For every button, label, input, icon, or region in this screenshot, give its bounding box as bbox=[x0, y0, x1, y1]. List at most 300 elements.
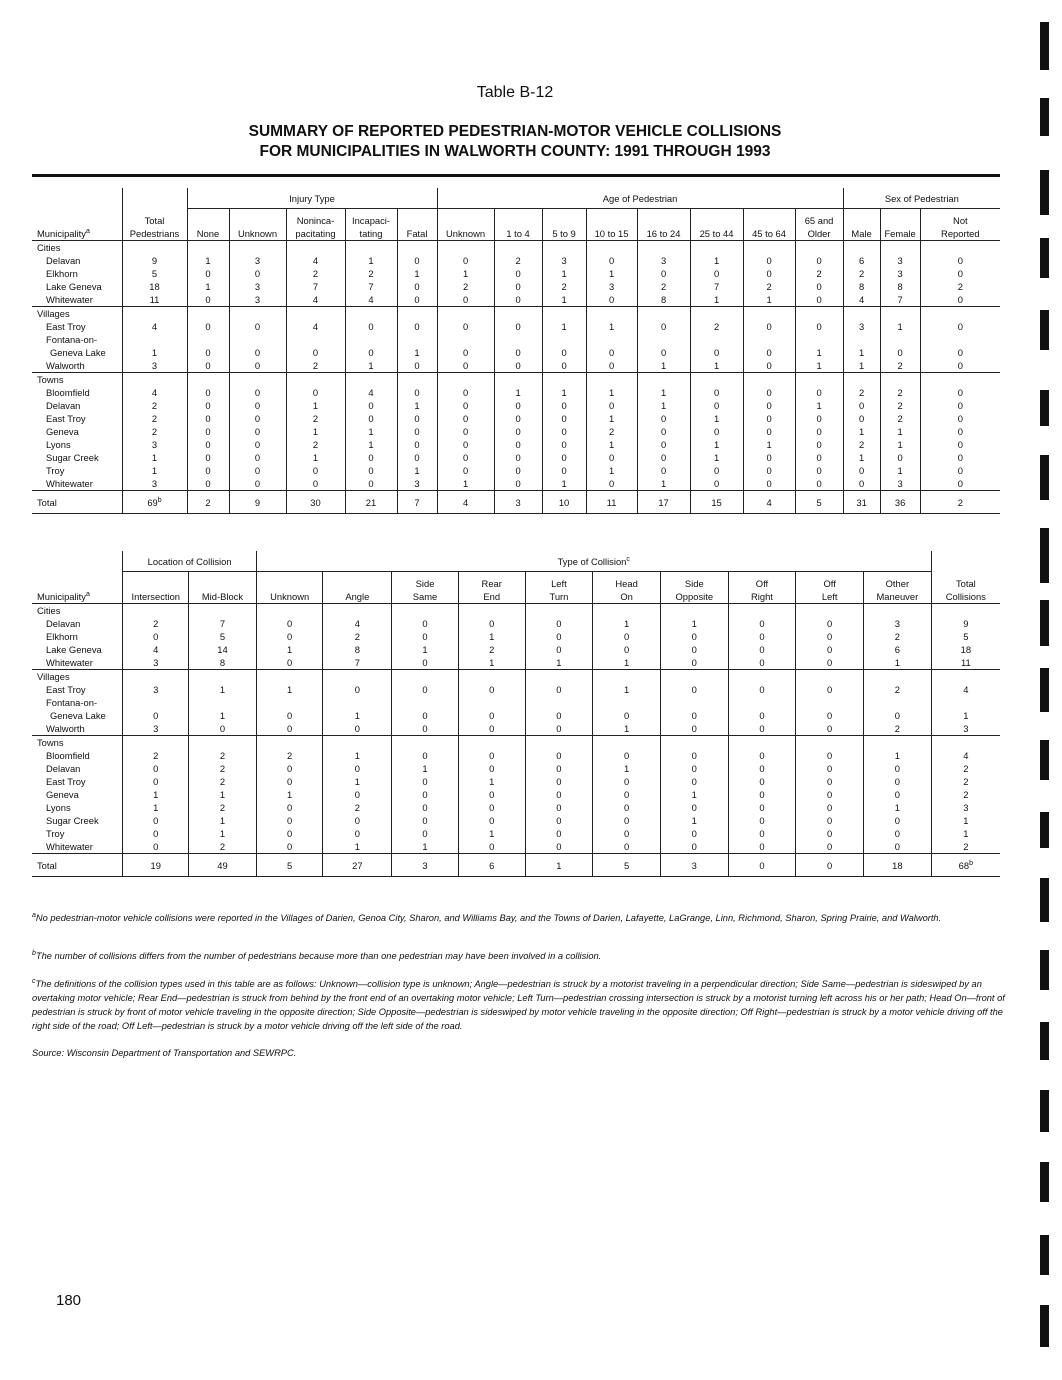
table-cell: 1 bbox=[586, 464, 637, 477]
source-note: Source: Wisconsin Department of Transportation and SEWRPC. bbox=[32, 1048, 297, 1058]
table-cell: 8 bbox=[843, 280, 880, 293]
table-row bbox=[32, 254, 1000, 267]
table-cell: 0 bbox=[690, 425, 743, 438]
table-cell: 3 bbox=[586, 280, 637, 293]
empty-cell bbox=[229, 241, 286, 255]
table-cell: 0 bbox=[494, 425, 542, 438]
col-angle: Angle bbox=[323, 572, 392, 604]
empty-cell bbox=[728, 696, 796, 709]
total-cell: 19 bbox=[123, 854, 189, 877]
table-cell: 1 bbox=[542, 320, 586, 333]
table-cell: 0 bbox=[187, 399, 229, 412]
empty-cell bbox=[397, 373, 437, 387]
table-cell: 18 bbox=[931, 643, 1000, 656]
scan-edge-mark bbox=[1040, 455, 1049, 500]
table-cell: 0 bbox=[187, 425, 229, 438]
table-cell: 0 bbox=[864, 762, 932, 775]
table-cell: 2 bbox=[931, 788, 1000, 801]
table-cell: 0 bbox=[660, 656, 728, 670]
total-cell: 9 bbox=[229, 491, 286, 514]
table-cell: 0 bbox=[437, 320, 494, 333]
total-label: Total bbox=[32, 491, 122, 514]
table-cell: 0 bbox=[660, 749, 728, 762]
table-cell: 0 bbox=[525, 788, 593, 801]
total-cell: 3 bbox=[494, 491, 542, 514]
empty-cell bbox=[593, 696, 661, 709]
table-cell: 0 bbox=[660, 762, 728, 775]
table-cell: 0 bbox=[796, 643, 864, 656]
table-cell: 2 bbox=[256, 749, 323, 762]
empty-cell bbox=[189, 604, 257, 618]
table-cell: 7 bbox=[880, 293, 920, 307]
table-cell: 0 bbox=[123, 775, 189, 788]
empty-cell bbox=[286, 373, 345, 387]
table-cell: 4 bbox=[931, 749, 1000, 762]
injury-type-header: Injury Type bbox=[187, 188, 437, 209]
table-cell: 0 bbox=[586, 346, 637, 359]
col-incapacitating: Incapaci- tating bbox=[345, 209, 397, 241]
table-cell: 0 bbox=[593, 788, 661, 801]
empty-cell bbox=[122, 241, 187, 255]
table-cell: 2 bbox=[843, 267, 880, 280]
col-nonincapacitating: Noninca- pacitating bbox=[286, 209, 345, 241]
table-cell: 3 bbox=[542, 254, 586, 267]
empty-cell bbox=[660, 696, 728, 709]
municipality-label: Sugar Creek bbox=[46, 452, 99, 463]
table-cell: 0 bbox=[458, 762, 525, 775]
sex-header: Sex of Pedestrian bbox=[843, 188, 1000, 209]
empty-cell bbox=[637, 241, 690, 255]
scan-edge-mark bbox=[1040, 170, 1049, 215]
table-cell: 2 bbox=[458, 643, 525, 656]
col-mid-block: Mid-Block bbox=[189, 572, 257, 604]
empty-cell bbox=[494, 333, 542, 346]
table-cell: 1 bbox=[458, 775, 525, 788]
table-cell: 0 bbox=[123, 827, 189, 840]
table-cell: 1 bbox=[189, 827, 257, 840]
table-cell: 0 bbox=[525, 722, 593, 736]
table-cell: 1 bbox=[660, 617, 728, 630]
municipality-label: Delavan bbox=[46, 618, 81, 629]
table-cell: 0 bbox=[397, 412, 437, 425]
table-cell: 1 bbox=[690, 451, 743, 464]
table-cell: 0 bbox=[920, 254, 1000, 267]
table-cell: 0 bbox=[690, 477, 743, 491]
col-not-reported: Not Reported bbox=[920, 209, 1000, 241]
empty-cell bbox=[345, 373, 397, 387]
section-row bbox=[32, 373, 1000, 387]
table-cell: 1 bbox=[494, 386, 542, 399]
table-cell: 0 bbox=[864, 775, 932, 788]
total-cell: 15 bbox=[690, 491, 743, 514]
table-cell: 0 bbox=[437, 451, 494, 464]
table-cell: 0 bbox=[637, 438, 690, 451]
col-left-turn: Left Turn bbox=[525, 572, 593, 604]
table-cell: 1 bbox=[586, 267, 637, 280]
table-cell: 0 bbox=[795, 438, 843, 451]
total-cell: 30 bbox=[286, 491, 345, 514]
scan-edge-mark bbox=[1040, 812, 1049, 848]
table-cell: 0 bbox=[796, 801, 864, 814]
col-total-pedestrians: Total Pedestrians bbox=[122, 209, 187, 241]
table-cell: 2 bbox=[122, 412, 187, 425]
empty-cell bbox=[323, 604, 392, 618]
table-cell: 7 bbox=[189, 617, 257, 630]
table-row bbox=[32, 749, 1000, 762]
table-cell: 0 bbox=[123, 630, 189, 643]
table-cell: 0 bbox=[397, 438, 437, 451]
section-label: Towns bbox=[32, 373, 122, 387]
table-cell: 0 bbox=[542, 346, 586, 359]
table-cell: 4 bbox=[286, 254, 345, 267]
table-cell: 1 bbox=[345, 254, 397, 267]
empty-cell bbox=[690, 241, 743, 255]
table-cell: 2 bbox=[843, 438, 880, 451]
table-cell: 0 bbox=[796, 656, 864, 670]
table-cell: 0 bbox=[525, 709, 593, 722]
table-cell: 2 bbox=[189, 749, 257, 762]
municipality-label: Geneva Lake bbox=[50, 347, 106, 358]
table-cell: 0 bbox=[458, 749, 525, 762]
table-cell: 2 bbox=[864, 722, 932, 736]
table-cell: 0 bbox=[437, 425, 494, 438]
table-row bbox=[32, 386, 1000, 399]
empty-cell bbox=[690, 333, 743, 346]
empty-cell bbox=[542, 307, 586, 321]
municipality-label: Geneva bbox=[46, 426, 79, 437]
table-cell: 0 bbox=[690, 346, 743, 359]
table-row bbox=[32, 814, 1000, 827]
table-cell: 2 bbox=[123, 749, 189, 762]
table-cell: 0 bbox=[660, 840, 728, 854]
table-cell: 3 bbox=[122, 438, 187, 451]
table-cell: 1 bbox=[323, 709, 392, 722]
table-cell: 0 bbox=[392, 801, 459, 814]
table-cell: 0 bbox=[796, 722, 864, 736]
scan-edge-mark bbox=[1040, 1305, 1049, 1347]
table-cell: 0 bbox=[542, 412, 586, 425]
total-cell: 4 bbox=[437, 491, 494, 514]
col-16-to-24: 16 to 24 bbox=[637, 209, 690, 241]
table-cell: 1 bbox=[593, 722, 661, 736]
table-cell: 0 bbox=[743, 412, 795, 425]
total-cell: 5 bbox=[795, 491, 843, 514]
table-cell: 0 bbox=[864, 827, 932, 840]
empty-cell bbox=[458, 736, 525, 750]
table-cell: 1 bbox=[593, 656, 661, 670]
table-cell: 0 bbox=[728, 814, 796, 827]
table-cell: 0 bbox=[494, 359, 542, 373]
table-cell: 0 bbox=[345, 412, 397, 425]
municipality-label: Whitewater bbox=[46, 478, 93, 489]
table-cell: 0 bbox=[728, 656, 796, 670]
table-cell: 1 bbox=[843, 346, 880, 359]
municipality-label: Whitewater bbox=[46, 841, 93, 852]
table-cell: 0 bbox=[920, 399, 1000, 412]
empty-cell bbox=[256, 670, 323, 684]
table-cell: 0 bbox=[323, 722, 392, 736]
total-cell: 6 bbox=[458, 854, 525, 877]
table-cell: 0 bbox=[494, 346, 542, 359]
empty-cell bbox=[437, 333, 494, 346]
section-label: Villages bbox=[32, 670, 123, 684]
total-cell: 4 bbox=[743, 491, 795, 514]
table-cell: 0 bbox=[256, 656, 323, 670]
col-male: Male bbox=[843, 209, 880, 241]
empty-cell bbox=[525, 670, 593, 684]
table-cell: 1 bbox=[525, 656, 593, 670]
table-cell: 0 bbox=[525, 762, 593, 775]
table-cell: 2 bbox=[323, 801, 392, 814]
table-cell: 1 bbox=[542, 293, 586, 307]
table-cell: 1 bbox=[397, 464, 437, 477]
table-cell: 0 bbox=[187, 464, 229, 477]
table-row bbox=[32, 320, 1000, 333]
table-cell: 0 bbox=[256, 722, 323, 736]
age-header: Age of Pedestrian bbox=[437, 188, 843, 209]
table-cell: 0 bbox=[690, 267, 743, 280]
table-cell: 0 bbox=[728, 788, 796, 801]
table-cell: 0 bbox=[525, 814, 593, 827]
pedestrian-summary-table bbox=[32, 188, 1000, 514]
empty-cell bbox=[743, 241, 795, 255]
table-cell: 1 bbox=[843, 359, 880, 373]
table-cell: 2 bbox=[843, 386, 880, 399]
table-row bbox=[32, 346, 1000, 359]
table-cell: 0 bbox=[323, 788, 392, 801]
empty-cell bbox=[586, 241, 637, 255]
table-cell: 1 bbox=[397, 346, 437, 359]
table-cell: 0 bbox=[187, 412, 229, 425]
table-cell: 1 bbox=[392, 840, 459, 854]
scan-edge-mark bbox=[1040, 668, 1049, 712]
table-cell: 1 bbox=[931, 814, 1000, 827]
table-cell: 2 bbox=[286, 359, 345, 373]
table-cell: 0 bbox=[542, 464, 586, 477]
table-cell: 3 bbox=[123, 656, 189, 670]
table-cell: 0 bbox=[494, 477, 542, 491]
table-cell: 1 bbox=[931, 709, 1000, 722]
table-cell: 0 bbox=[323, 827, 392, 840]
empty-cell bbox=[189, 696, 257, 709]
empty-cell bbox=[256, 736, 323, 750]
table-title: Table B-12 bbox=[476, 84, 554, 101]
table-cell: 0 bbox=[525, 617, 593, 630]
table-cell: 0 bbox=[437, 254, 494, 267]
municipality-label: Lake Geneva bbox=[46, 281, 102, 292]
table-cell: 5 bbox=[931, 630, 1000, 643]
table-cell: 1 bbox=[437, 477, 494, 491]
table-cell: 0 bbox=[660, 827, 728, 840]
section-label: Villages bbox=[32, 307, 122, 321]
table-cell: 1 bbox=[345, 425, 397, 438]
table-cell: 2 bbox=[931, 840, 1000, 854]
table-cell: 0 bbox=[286, 464, 345, 477]
table-cell: 0 bbox=[796, 630, 864, 643]
table-cell: 0 bbox=[229, 399, 286, 412]
col-5-to-9: 5 to 9 bbox=[542, 209, 586, 241]
table-cell: 7 bbox=[286, 280, 345, 293]
total-cell: 5 bbox=[593, 854, 661, 877]
table-cell: 0 bbox=[593, 827, 661, 840]
table-row bbox=[32, 801, 1000, 814]
table-cell: 0 bbox=[323, 814, 392, 827]
table-cell: 2 bbox=[880, 412, 920, 425]
empty-cell bbox=[187, 307, 229, 321]
table-cell: 0 bbox=[728, 749, 796, 762]
empty-cell bbox=[542, 241, 586, 255]
table-cell: 0 bbox=[796, 749, 864, 762]
table-cell: 0 bbox=[458, 722, 525, 736]
table-cell: 0 bbox=[392, 656, 459, 670]
table-cell: 0 bbox=[458, 788, 525, 801]
empty-cell bbox=[931, 736, 1000, 750]
table-cell: 1 bbox=[660, 788, 728, 801]
empty-cell bbox=[864, 696, 932, 709]
empty-cell bbox=[229, 333, 286, 346]
empty-cell bbox=[637, 333, 690, 346]
table-cell: 1 bbox=[690, 412, 743, 425]
table-cell: 4 bbox=[345, 386, 397, 399]
table-cell: 0 bbox=[323, 683, 392, 696]
table-cell: 0 bbox=[743, 359, 795, 373]
location-header: Location of Collision bbox=[123, 551, 256, 572]
table-cell: 0 bbox=[525, 801, 593, 814]
scan-edge-mark bbox=[1040, 310, 1049, 350]
scan-edge-mark bbox=[1040, 878, 1049, 922]
total-cell: 2 bbox=[920, 491, 1000, 514]
table-cell: 1 bbox=[542, 267, 586, 280]
table-cell: 1 bbox=[843, 425, 880, 438]
col-65-and-older: 65 and Older bbox=[795, 209, 843, 241]
table-cell: 2 bbox=[864, 630, 932, 643]
table-cell: 0 bbox=[796, 788, 864, 801]
table-cell: 3 bbox=[229, 280, 286, 293]
table-cell: 0 bbox=[637, 425, 690, 438]
table-cell: 0 bbox=[728, 827, 796, 840]
page-number: 180 bbox=[56, 1292, 82, 1309]
table-cell: 0 bbox=[187, 438, 229, 451]
municipality-label: Bloomfield bbox=[46, 387, 90, 398]
table-cell: 0 bbox=[345, 399, 397, 412]
empty-cell bbox=[458, 604, 525, 618]
table-cell: 0 bbox=[795, 320, 843, 333]
table-cell: 1 bbox=[637, 477, 690, 491]
empty-cell bbox=[189, 670, 257, 684]
table-cell: 2 bbox=[189, 840, 257, 854]
table-cell: 0 bbox=[586, 293, 637, 307]
empty-cell bbox=[843, 373, 880, 387]
table-cell: 0 bbox=[743, 399, 795, 412]
table-cell: 0 bbox=[728, 617, 796, 630]
section-label: Towns bbox=[32, 736, 123, 750]
scan-edge-mark bbox=[1040, 238, 1049, 278]
table-cell: 2 bbox=[795, 267, 843, 280]
table-cell: 0 bbox=[660, 801, 728, 814]
table-cell: 0 bbox=[187, 293, 229, 307]
municipality-label: Lyons bbox=[46, 439, 71, 450]
table-cell: 0 bbox=[494, 412, 542, 425]
empty-cell bbox=[437, 307, 494, 321]
table-cell: 0 bbox=[392, 749, 459, 762]
empty-cell bbox=[728, 604, 796, 618]
table-cell: 2 bbox=[880, 359, 920, 373]
empty-cell bbox=[323, 696, 392, 709]
table-cell: 1 bbox=[660, 814, 728, 827]
table-cell: 0 bbox=[743, 320, 795, 333]
col-other-maneuver: Other Maneuver bbox=[864, 572, 932, 604]
table-cell: 0 bbox=[795, 293, 843, 307]
empty-cell bbox=[392, 670, 459, 684]
table-cell: 0 bbox=[187, 267, 229, 280]
col-side-same: Side Same bbox=[392, 572, 459, 604]
table-cell: 0 bbox=[345, 464, 397, 477]
table-row bbox=[32, 840, 1000, 854]
table-cell: 0 bbox=[743, 254, 795, 267]
table-cell: 0 bbox=[458, 840, 525, 854]
table-cell: 0 bbox=[345, 451, 397, 464]
table-cell: 0 bbox=[437, 359, 494, 373]
table-cell: 1 bbox=[458, 827, 525, 840]
table-cell: 0 bbox=[286, 477, 345, 491]
table-cell: 0 bbox=[458, 683, 525, 696]
empty-cell bbox=[397, 307, 437, 321]
empty-cell bbox=[637, 373, 690, 387]
table-cell: 3 bbox=[880, 267, 920, 280]
table-cell: 0 bbox=[796, 762, 864, 775]
table-cell: 2 bbox=[437, 280, 494, 293]
table-cell: 0 bbox=[728, 630, 796, 643]
total-cell: 49 bbox=[189, 854, 257, 877]
table-cell: 0 bbox=[525, 643, 593, 656]
table-cell: 0 bbox=[437, 438, 494, 451]
table-cell: 0 bbox=[123, 762, 189, 775]
empty-cell bbox=[796, 670, 864, 684]
table-cell: 1 bbox=[586, 438, 637, 451]
section-row bbox=[32, 604, 1000, 618]
table-row bbox=[32, 709, 1000, 722]
table-cell: 9 bbox=[122, 254, 187, 267]
table-cell: 0 bbox=[494, 320, 542, 333]
table-cell: 0 bbox=[920, 293, 1000, 307]
table-cell: 1 bbox=[593, 762, 661, 775]
empty-cell bbox=[345, 307, 397, 321]
table-row bbox=[32, 683, 1000, 696]
table-cell: 0 bbox=[920, 386, 1000, 399]
col-unknown-age: Unknown bbox=[437, 209, 494, 241]
table-cell: 0 bbox=[637, 320, 690, 333]
table-cell: 0 bbox=[728, 775, 796, 788]
empty-cell bbox=[437, 241, 494, 255]
empty-cell bbox=[593, 604, 661, 618]
table-cell: 0 bbox=[743, 346, 795, 359]
total-cell: 17 bbox=[637, 491, 690, 514]
table-cell: 3 bbox=[864, 617, 932, 630]
empty-cell bbox=[123, 604, 189, 618]
table-cell: 1 bbox=[586, 412, 637, 425]
total-cell: 69$^b$ bbox=[122, 491, 187, 514]
table-cell: 1 bbox=[593, 617, 661, 630]
table-cell: 0 bbox=[796, 814, 864, 827]
table-row bbox=[32, 464, 1000, 477]
empty-cell bbox=[796, 736, 864, 750]
empty-cell bbox=[593, 670, 661, 684]
empty-cell bbox=[795, 307, 843, 321]
collision-type-table bbox=[32, 551, 1000, 877]
table-cell: 0 bbox=[593, 801, 661, 814]
table-cell: 0 bbox=[795, 425, 843, 438]
empty-cell bbox=[843, 241, 880, 255]
